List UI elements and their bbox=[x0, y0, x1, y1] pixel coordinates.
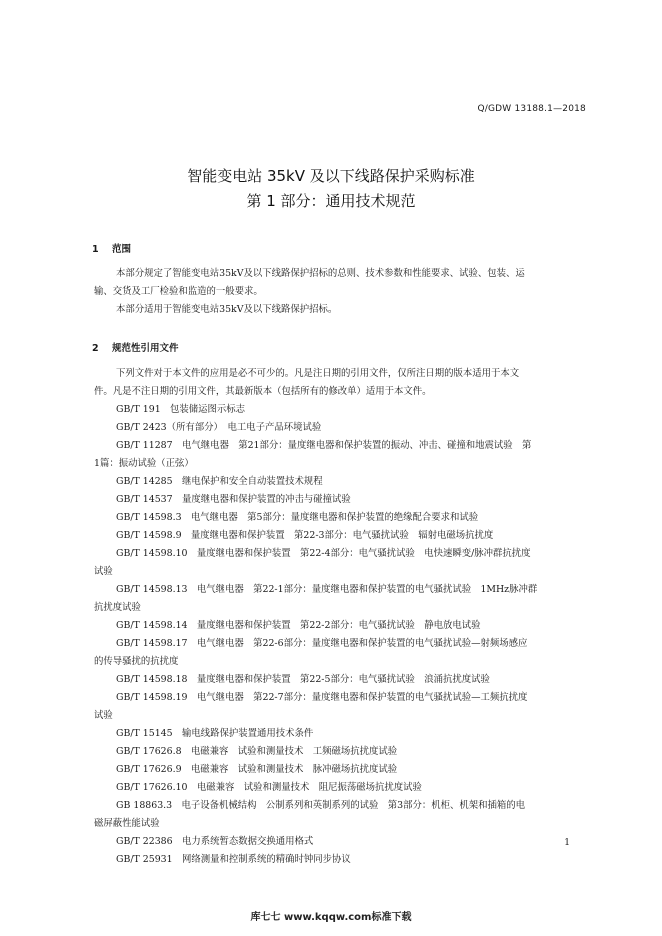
paragraph-line: 下列文件对于本文件的应用是必不可少的。凡是注日期的引用文件，仅所注日期的版本适用于本文 bbox=[116, 368, 520, 379]
reference-item: GB/T 15145 输电线路保护装置通用技术条件 bbox=[116, 728, 314, 739]
section-number: 1 bbox=[92, 244, 99, 255]
reference-item: GB/T 14537 量度继电器和保护装置的冲击与碰撞试验 bbox=[116, 494, 351, 505]
paragraph-line: 输、交货及工厂检验和监造的一般要求。 bbox=[94, 286, 263, 297]
page-number: 1 bbox=[564, 838, 570, 848]
reference-item: GB/T 2423（所有部分） 电工电子产品环境试验 bbox=[116, 422, 322, 433]
reference-item: GB/T 17626.9 电磁兼容 试验和测量技术 脉冲磁场抗扰度试验 bbox=[116, 764, 398, 775]
reference-item: GB/T 14598.10 量度继电器和保护装置 第22-4部分：电气骚扰试验 电快速瞬变/脉冲群抗扰度 bbox=[116, 548, 531, 559]
reference-item-continuation: 的传导骚扰的抗扰度 bbox=[94, 656, 179, 667]
reference-item-continuation: 抗扰度试验 bbox=[94, 602, 141, 613]
reference-item: GB/T 11287 电气继电器 第21部分：量度继电器和保护装置的振动、冲击、碰撞和地震试验 第 bbox=[116, 440, 532, 451]
footer-watermark-link[interactable]: 库七七 www.kqqw.com标准下载 bbox=[250, 912, 412, 923]
section-heading-scope bbox=[92, 241, 131, 255]
paragraph-line: 件。凡是不注日期的引用文件，其最新版本（包括所有的修改单）适用于本文件。 bbox=[94, 386, 432, 397]
reference-item: GB/T 14598.9 量度继电器和保护装置 第22-3部分：电气骚扰试验 辐射电磁场抗扰度 bbox=[116, 530, 494, 541]
reference-item-continuation: 试验 bbox=[94, 710, 113, 721]
document-subtitle: 第 1 部分：通用技术规范 bbox=[246, 192, 416, 210]
section-title: 规范性引用文件 bbox=[112, 343, 179, 354]
reference-item: GB/T 191 包装储运图示标志 bbox=[116, 404, 246, 415]
reference-item: GB/T 14598.13 电气继电器 第22-1部分：量度继电器和保护装置的电气骚扰试验 1MHz脉冲群 bbox=[116, 584, 538, 595]
reference-item: GB/T 14598.14 量度继电器和保护装置 第22-2部分：电气骚扰试验 静电放电试验 bbox=[116, 620, 481, 631]
reference-item: GB/T 25931 网络测量和控制系统的精确时钟同步协议 bbox=[116, 854, 351, 865]
reference-item: GB/T 17626.8 电磁兼容 试验和测量技术 工频磁场抗扰度试验 bbox=[116, 746, 398, 757]
reference-item: GB/T 14598.3 电气继电器 第5部分：量度继电器和保护装置的绝缘配合要求和试验 bbox=[116, 512, 479, 523]
reference-item-continuation: 磁屏蔽性能试验 bbox=[94, 818, 160, 829]
section-number: 2 bbox=[92, 343, 99, 354]
section-title: 范围 bbox=[112, 244, 132, 255]
paragraph-line: 本部分规定了智能变电站35kV及以下线路保护招标的总则、技术参数和性能要求、试验、包装、运 bbox=[116, 268, 525, 279]
reference-item: GB/T 22386 电力系统暂态数据交换通用格式 bbox=[116, 836, 314, 847]
reference-item-continuation: 1篇：振动试验（正弦） bbox=[94, 458, 194, 469]
reference-item: GB/T 14598.18 量度继电器和保护装置 第22-5部分：电气骚扰试验 浪涌抗扰度试验 bbox=[116, 674, 490, 685]
section-heading-normative-references bbox=[92, 340, 179, 354]
paragraph-line: 本部分适用于智能变电站35kV及以下线路保护招标。 bbox=[116, 304, 338, 315]
reference-item: GB 18863.3 电子设备机械结构 公制系列和英制系列的试验 第3部分：机柜、机架和插箱的电 bbox=[116, 800, 525, 811]
standard-code: Q/GDW 13188.1—2018 bbox=[477, 104, 586, 114]
reference-item: GB/T 14285 继电保护和安全自动装置技术规程 bbox=[116, 476, 323, 487]
document-title: 智能变电站 35kV 及以下线路保护采购标准 bbox=[187, 167, 475, 185]
reference-item: GB/T 14598.19 电气继电器 第22-7部分：量度继电器和保护装置的电气骚扰试验—工频抗扰度 bbox=[116, 692, 528, 703]
reference-item-continuation: 试验 bbox=[94, 566, 113, 577]
reference-item: GB/T 14598.17 电气继电器 第22-6部分：量度继电器和保护装置的电气骚扰试验—射频场感应 bbox=[116, 638, 528, 649]
reference-item: GB/T 17626.10 电磁兼容 试验和测量技术 阻尼振荡磁场抗扰度试验 bbox=[116, 782, 422, 793]
